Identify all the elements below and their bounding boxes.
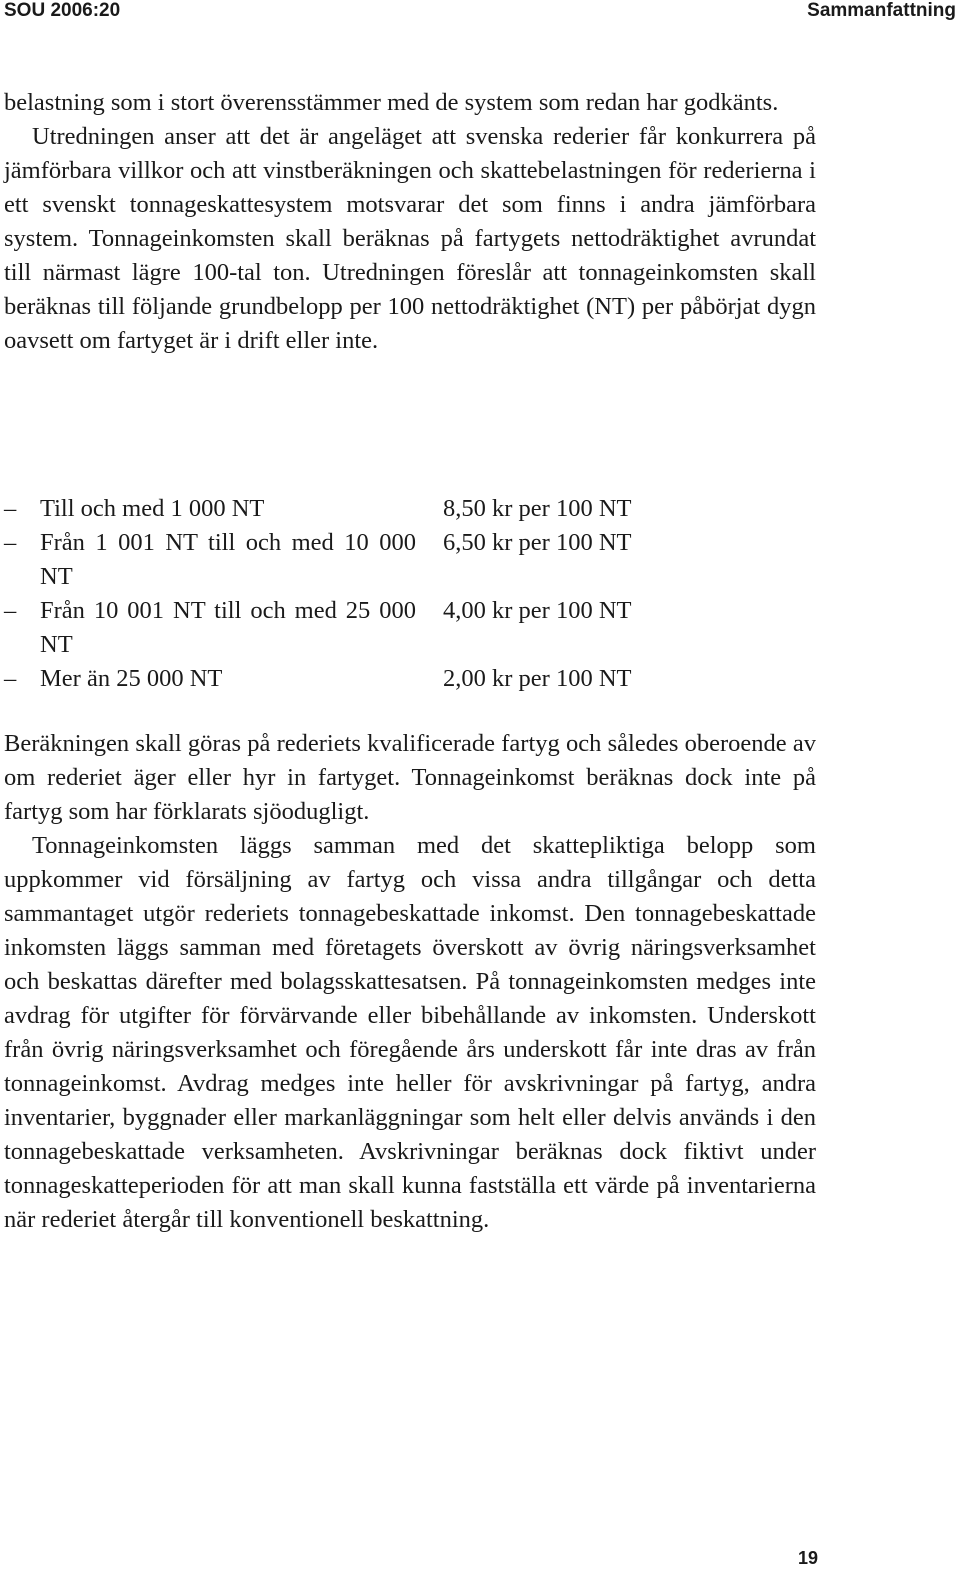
paragraph: belastning som i stort överensstämmer med de system som redan har godkänts. (4, 89, 779, 116)
body-text-top (4, 86, 816, 358)
rate-value: 6,50 kr per 100 NT (443, 529, 632, 556)
rate-label: Från 1 001 NT till och med 10 000 NT (40, 529, 416, 590)
rate-value: 2,00 kr per 100 NT (443, 665, 632, 692)
rate-label: Till och med 1 000 NT (40, 495, 265, 522)
dash-bullet: – (4, 665, 17, 692)
rate-value: 8,50 kr per 100 NT (443, 495, 632, 522)
running-header (0, 0, 960, 24)
rate-row (4, 662, 816, 696)
rate-list (4, 492, 816, 696)
rate-label: Mer än 25 000 NT (40, 665, 223, 692)
dash-bullet: – (4, 495, 17, 522)
paragraph: Beräkningen skall göras på rederiets kvalificerade fartyg och således oberoende av om rederiet äger eller hyr in fartyget. Tonnageinkomst beräknas dock inte på fartyg som har förklarats sjöodugligt. (4, 730, 816, 825)
page-number: 19 (797, 1548, 818, 1568)
rate-row (4, 526, 816, 594)
rate-row (4, 492, 816, 526)
rate-row (4, 594, 816, 662)
dash-bullet: – (4, 597, 17, 624)
section-title: Sammanfattning (807, 0, 956, 21)
body-text-bottom (4, 727, 816, 1237)
dash-bullet: – (4, 529, 17, 556)
rate-value: 4,00 kr per 100 NT (443, 597, 632, 624)
paragraph: Tonnageinkomsten läggs samman med det skattepliktiga belopp som uppkommer vid försäljning av fartyg och vissa andra tillgångar och detta sammantaget utgör rederiets tonnagebeskattade inkomst. Den tonnagebeskattade inkomsten läggs samman med företagets överskott av övrig näringsverksamhet och beskattas därefter med bolagsskattesatsen. På tonnageinkomsten medges inte avdrag för utgifter för förvärvande eller bibehållande av inkomsten. Underskott från övrig näringsverksamhet och föregående års underskott får inte dras av från tonnageinkomst. Avdrag medges inte heller för avskrivningar på fartyg, andra inventarier, byggnader eller markanläggningar som helt eller delvis används i den tonnagebeskattade verksamheten. Avskrivningar beräknas dock fiktivt under tonnageskatteperioden för att man skall kunna fastställa ett värde på inventarierna när rederiet återgår till konventionell beskattning. (4, 832, 816, 1233)
rate-label: Från 10 001 NT till och med 25 000 NT (40, 597, 416, 658)
paragraph: Utredningen anser att det är angeläget att svenska rederier får konkurrera på jämförbara villkor och att vinstberäkningen och skattebelastningen för rederierna i ett svenskt tonnageskattesystem motsvarar det som finns i andra jämförbara system. Tonnageinkomsten skall beräknas på fartygets nettodräktighet avrundat till närmast lägre 100-tal ton. Utredningen föreslår att tonnageinkomsten skall beräknas till följande grundbelopp per 100 nettodräktighet (NT) per påbörjat dygn oavsett om fartyget är i drift eller inte. (4, 123, 816, 354)
report-id: SOU 2006:20 (4, 0, 121, 21)
